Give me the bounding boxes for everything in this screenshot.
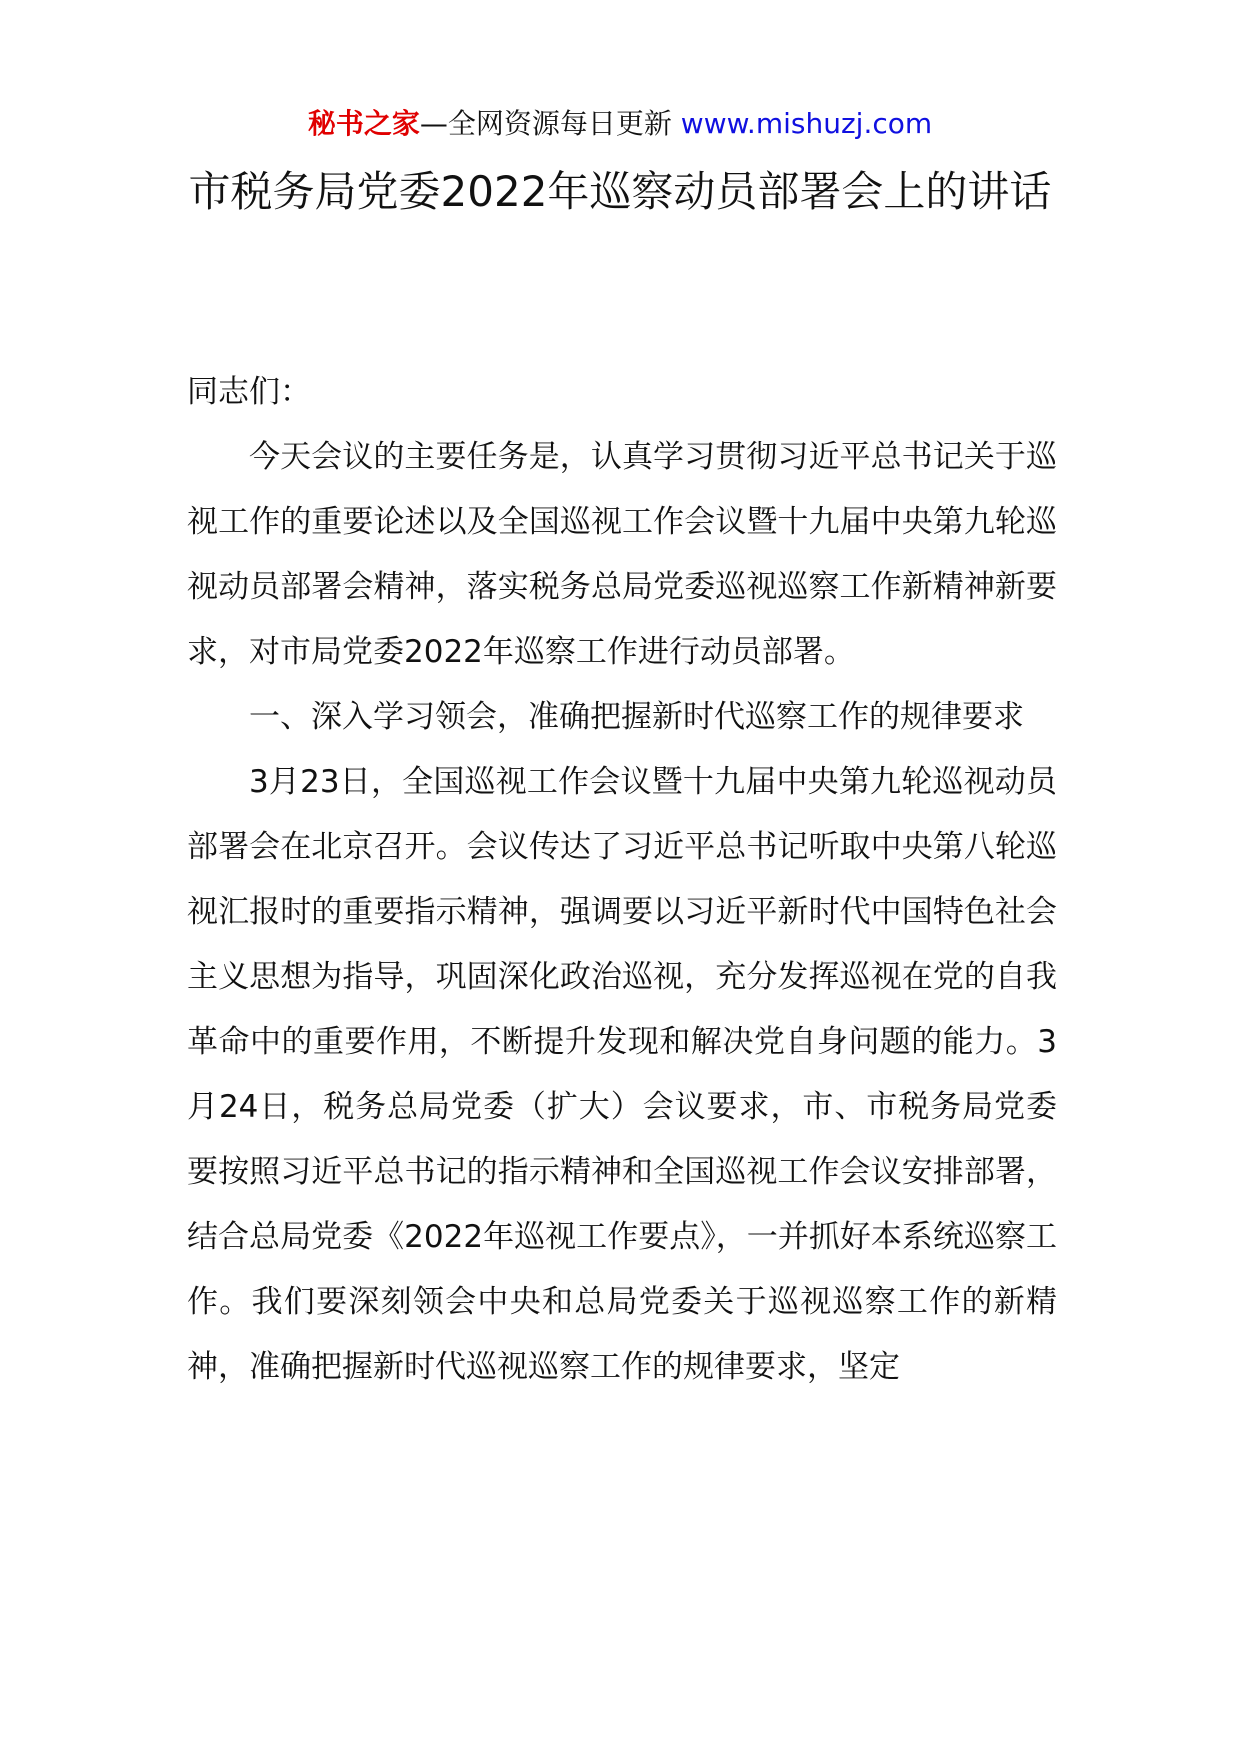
document-title: 市税务局党委2022年巡察动员部署会上的讲话 xyxy=(188,167,1052,216)
brand-name: 秘书之家 xyxy=(307,107,420,140)
document-body xyxy=(187,360,1057,1400)
paragraph: 3月23日，全国巡视工作会议暨十九届中央第九轮巡视动员部署会在北京召开。会议传达了习近平总书记听取中央第八轮巡视汇报时的重要指示精神，强调要以习近平新时代中国特色社会主义思想为指导，巩固深化政治巡视，充分发挥巡视在党的自我革命中的重要作用，不断提升发现和解决党自身问题的能力。3月24日，税务总局党委（扩大）会议要求，市、市税务局党委要按照习近平总书记的指示精神和全国巡视工作会议安排部署，结合总局党委《2022年巡视工作要点》，一并抓好本系统巡察工作。我们要深刻领会中央和总局党委关于巡视巡察工作的新精神，准确把握新时代巡视巡察工作的规律要求，坚定 xyxy=(187,764,1057,1385)
paragraph: 今天会议的主要任务是，认真学习贯彻习近平总书记关于巡视工作的重要论述以及全国巡视工作会议暨十九届中央第九轮巡视动员部署会精神，落实税务总局党委巡视巡察工作新精神新要求，对市局党委2022年巡察工作进行动员部署。 xyxy=(187,439,1057,670)
salutation: 同志们： xyxy=(187,374,311,410)
site-link[interactable]: www.mishuzj.com xyxy=(680,107,933,140)
watermark-header xyxy=(0,104,1240,144)
brand-tagline: —全网资源每日更新 xyxy=(419,107,672,140)
section-heading: 一、深入学习领会，准确把握新时代巡察工作的规律要求 xyxy=(249,699,1024,735)
